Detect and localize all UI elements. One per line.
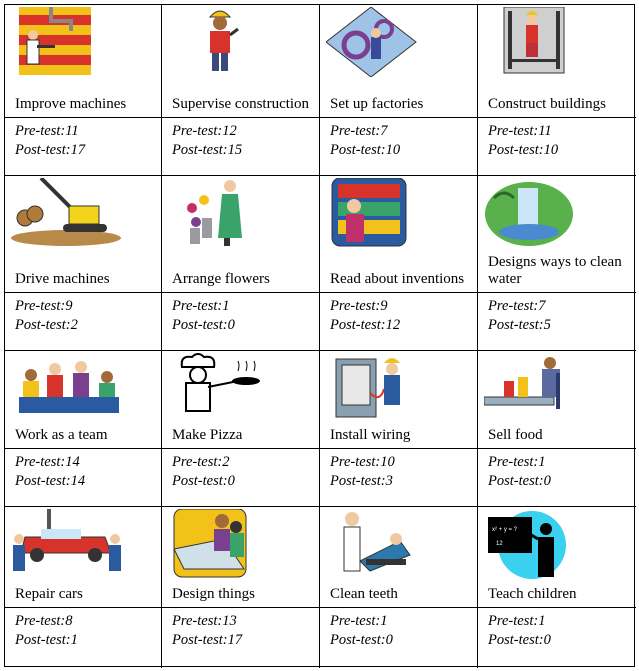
score-cell — [320, 449, 478, 507]
pre-test-score: Pre-test:1 — [488, 454, 546, 470]
pre-test-score: Pre-test:1 — [172, 298, 230, 314]
career-cell — [5, 5, 162, 118]
post-test-score: Post-test:3 — [330, 473, 393, 489]
pre-test-score: Pre-test:9 — [15, 298, 73, 314]
pre-test-score: Pre-test:7 — [488, 298, 546, 314]
dentist-patient-icon — [326, 509, 456, 579]
score-cell — [5, 293, 162, 351]
post-test-score: Post-test:5 — [488, 317, 551, 333]
post-test-score: Post-test:1 — [15, 632, 78, 648]
excavator-icon — [11, 178, 141, 248]
pre-test-score: Pre-test:8 — [15, 613, 73, 629]
pre-test-score: Pre-test:1 — [488, 613, 546, 629]
pre-test-score: Pre-test:11 — [15, 123, 79, 139]
career-cell — [320, 351, 478, 449]
pre-test-score: Pre-test:2 — [172, 454, 230, 470]
pre-test-score: Pre-test:12 — [172, 123, 237, 139]
career-label: Sell food — [488, 427, 543, 443]
chef-pizza-icon — [168, 353, 298, 423]
svg-text:12: 12 — [496, 541, 503, 547]
career-survey-table — [4, 4, 635, 667]
score-cell — [478, 608, 636, 668]
score-cell — [478, 118, 636, 176]
teacher-blackboard-icon — [484, 509, 614, 579]
career-cell — [162, 176, 320, 293]
factory-gears-icon — [326, 7, 456, 77]
score-cell — [162, 118, 320, 176]
career-label: Work as a team — [15, 427, 108, 443]
post-test-score: Post-test:0 — [488, 632, 551, 648]
score-cell — [320, 118, 478, 176]
post-test-score: Post-test:0 — [172, 317, 235, 333]
engineer-machine-icon — [11, 7, 141, 77]
pre-test-score: Pre-test:1 — [330, 613, 388, 629]
team-meeting-icon — [11, 353, 141, 423]
post-test-score: Post-test:10 — [488, 142, 559, 158]
post-test-score: Post-test:17 — [172, 632, 243, 648]
score-cell — [5, 608, 162, 668]
career-label: Make Pizza — [172, 427, 243, 443]
post-test-score: Post-test:14 — [15, 473, 86, 489]
score-cell — [5, 449, 162, 507]
pre-test-score: Pre-test:7 — [330, 123, 388, 139]
career-cell — [162, 507, 320, 608]
score-cell — [162, 293, 320, 351]
career-label: Design things — [172, 586, 255, 602]
bookshelf-reader-icon — [326, 178, 456, 248]
career-cell — [5, 351, 162, 449]
pre-test-score: Pre-test:9 — [330, 298, 388, 314]
career-label: Arrange flowers — [172, 271, 270, 287]
pre-test-score: Pre-test:14 — [15, 454, 80, 470]
svg-text:x² + y = ?: x² + y = ? — [492, 527, 518, 533]
career-label: Construct buildings — [488, 96, 606, 112]
pre-test-score: Pre-test:13 — [172, 613, 237, 629]
career-label: Drive machines — [15, 271, 110, 287]
post-test-score: Post-test:15 — [172, 142, 243, 158]
construction-worker-icon — [168, 7, 298, 77]
post-test-score: Post-test:0 — [172, 473, 235, 489]
waterfall-icon — [484, 178, 614, 248]
career-label: Teach children — [488, 586, 577, 602]
career-label: Designs ways to clean water — [488, 254, 622, 287]
career-cell — [320, 5, 478, 118]
grocer-counter-icon — [484, 353, 614, 423]
career-cell — [320, 176, 478, 293]
post-test-score: Post-test:0 — [488, 473, 551, 489]
career-label: Repair cars — [15, 586, 83, 602]
career-cell — [478, 351, 636, 449]
post-test-score: Post-test:17 — [15, 142, 86, 158]
career-cell — [478, 5, 636, 118]
builder-scaffold-icon — [484, 7, 614, 77]
florist-icon — [168, 178, 298, 248]
career-label: Improve machines — [15, 96, 127, 112]
pre-test-score: Pre-test:11 — [488, 123, 552, 139]
score-cell — [320, 293, 478, 351]
score-cell — [478, 293, 636, 351]
career-label: Set up factories — [330, 96, 424, 112]
career-cell — [5, 176, 162, 293]
career-label: Supervise construction — [172, 96, 310, 112]
designer-drafting-icon — [168, 509, 298, 579]
post-test-score: Post-test:2 — [15, 317, 78, 333]
post-test-score: Post-test:0 — [330, 632, 393, 648]
career-label: Read about inventions — [330, 271, 465, 287]
post-test-score: Post-test:12 — [330, 317, 401, 333]
career-label: Clean teeth — [330, 586, 398, 602]
score-cell — [162, 608, 320, 668]
career-cell — [478, 176, 636, 293]
pre-test-score: Pre-test:10 — [330, 454, 395, 470]
career-cell — [5, 507, 162, 608]
score-cell — [320, 608, 478, 668]
score-cell — [162, 449, 320, 507]
career-cell — [162, 351, 320, 449]
mechanic-car-icon — [11, 509, 141, 579]
career-cell — [162, 5, 320, 118]
career-cell — [478, 507, 636, 608]
score-cell — [5, 118, 162, 176]
career-label: Install wiring — [330, 427, 411, 443]
career-cell — [320, 507, 478, 608]
electrician-panel-icon — [326, 353, 456, 423]
score-cell — [478, 449, 636, 507]
post-test-score: Post-test:10 — [330, 142, 401, 158]
